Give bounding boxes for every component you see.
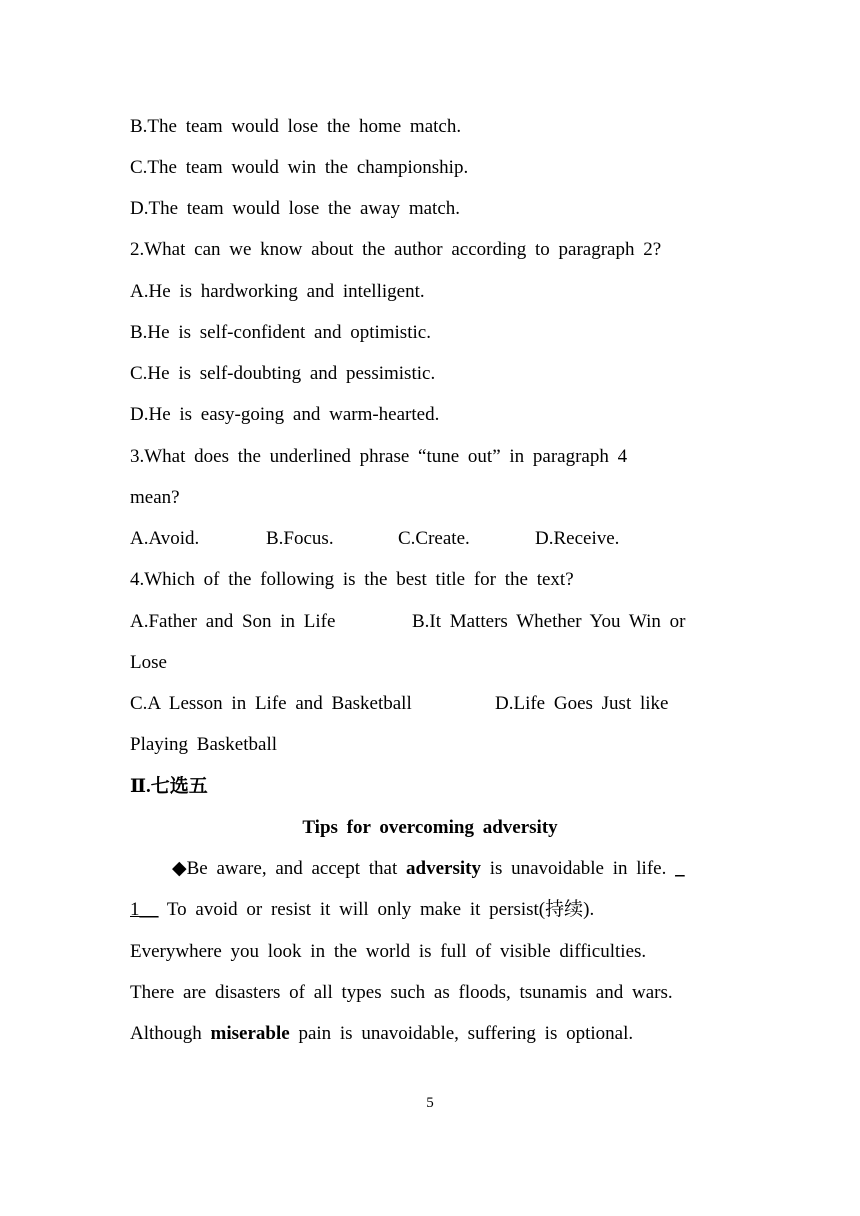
q2-stem: 2.What can we know about the author according to paragraph 2? [130, 239, 662, 260]
section-heading: Ⅱ.七选五 [130, 776, 208, 797]
q2-option-c: C.He is self-doubting and pessimistic. [130, 363, 436, 384]
q1-option-b: B.The team would lose the home match. [130, 116, 462, 137]
q4-options-row-1 [130, 611, 686, 688]
q2-option-a: A.He is hardworking and intelligent. [130, 281, 425, 302]
q4-option-a: A.Father and Son in Life [130, 611, 336, 632]
answer-blank-1-start: _ [675, 858, 685, 879]
q3-stem-line-2: mean? [130, 487, 180, 508]
passage-line-1-pre: ◆Be aware, and accept that [172, 858, 407, 879]
q4-option-b-line-2: Lose [130, 652, 167, 673]
keyword-adversity: adversity [406, 858, 481, 879]
answer-blank-1: 1__ [130, 899, 159, 920]
q1-option-d: D.The team would lose the away match. [130, 198, 461, 219]
q3-stem-line-1: 3.What does the underlined phrase “tune out” in paragraph 4 [130, 446, 628, 467]
page-number: 5 [426, 1095, 434, 1111]
q3-option-c: C.Create. [398, 528, 470, 549]
keyword-miserable: miserable [210, 1023, 290, 1044]
q3-option-b: B.Focus. [266, 528, 334, 549]
q4-option-d-line-1: D.Life Goes Just like [495, 693, 669, 714]
passage-line-5-pre: Although [130, 1023, 211, 1044]
passage-title: Tips for overcoming adversity [302, 817, 558, 838]
q3-option-a: A.Avoid. [130, 528, 200, 549]
passage-line-4: There are disasters of all types such as floods, tsunamis and wars. [130, 982, 673, 1003]
q4-option-d-line-2: Playing Basketball [130, 734, 278, 755]
q1-option-c: C.The team would win the championship. [130, 157, 469, 178]
q2-option-d: D.He is easy-going and warm-hearted. [130, 404, 440, 425]
q2-option-b: B.He is self-confident and optimistic. [130, 322, 431, 343]
q4-option-c: C.A Lesson in Life and Basketball [130, 693, 412, 714]
passage-line-3: Everywhere you look in the world is full of visible difficulties. [130, 941, 647, 962]
passage-line-5 [130, 1024, 633, 1043]
q3-option-d: D.Receive. [535, 528, 620, 549]
passage-line-2-post: To avoid or resist it will only make it persist(持续). [158, 899, 595, 920]
passage-line-1 [172, 859, 685, 878]
q4-option-b-line-1: B.It Matters Whether You Win or [412, 611, 686, 632]
q4-stem: 4.Which of the following is the best title for the text? [130, 569, 574, 590]
passage-line-1-post: is unavoidable in life. [480, 858, 676, 879]
passage-line-2 [130, 900, 594, 919]
passage-line-5-post: pain is unavoidable, suffering is optional. [289, 1023, 634, 1044]
